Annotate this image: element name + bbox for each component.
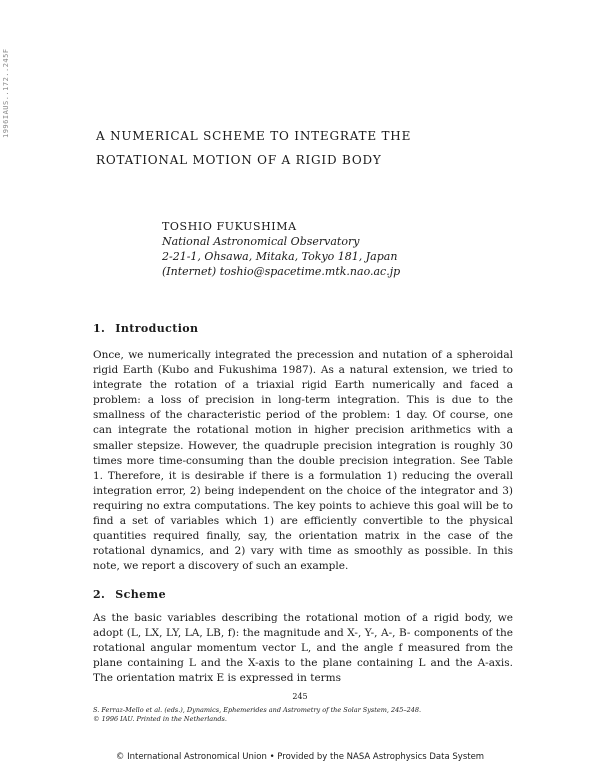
title-line-1: A NUMERICAL SCHEME TO INTEGRATE THE bbox=[96, 129, 412, 143]
section-number: 2. bbox=[93, 588, 106, 601]
section-heading-introduction bbox=[93, 322, 198, 335]
section-number: 1. bbox=[93, 322, 106, 335]
author-email: (Internet) toshio@spacetime.mtk.nao.ac.jp bbox=[162, 265, 401, 278]
bibcode-margin-label: 1996IAUS..172..245F bbox=[2, 48, 10, 138]
publication-footnote bbox=[93, 706, 513, 724]
author-block bbox=[162, 219, 522, 279]
introduction-paragraph: Once, we numerically integrated the precession and nutation of a spheroidal rigid Earth (Kubo and Fukushima 1987). As a natural extension, we tried to integrate the rotation of a triaxial rigid Earth numerically and faced a problem: a loss of precision in long-term integration. This is due to the smallness of the characteristic period of the problem: 1 day. Of course, one can integrate the rotational motion in higher precision arithmetics with a smaller stepsize. However, the quadruple precision integration is roughly 30 times more time-consuming than the double precision integration. See Table 1. Therefore, it is desirable if there is a formulation 1) reducing the overall integration error, 2) being independent on the choice of the integrator and 3) requiring no extra computations. The key points to achieve this goal will be to find a set of variables which 1) are efficiently convertible to the physical quantities required finally, say, the orientation matrix in the case of the rotational dynamics, and 2) vary with time as smoothly as possible. In this note, we report a discovery of such an example. bbox=[93, 349, 513, 573]
paper-title bbox=[96, 124, 516, 172]
title-line-2: ROTATIONAL MOTION OF A RIGID BODY bbox=[96, 153, 382, 167]
section-title: Scheme bbox=[115, 588, 166, 601]
author-name: TOSHIO FUKUSHIMA bbox=[162, 220, 297, 233]
section-title: Introduction bbox=[115, 322, 199, 335]
footnote-copyright: © 1996 IAU. Printed in the Netherlands. bbox=[93, 715, 227, 723]
ads-provider-footer: © International Astronomical Union • Provided by the NASA Astrophysics Data System bbox=[115, 752, 485, 762]
scheme-paragraph: As the basic variables describing the rotational motion of a rigid body, we adopt (L, LX, LY, LA, LB, f): the magnitude and X-, Y-, A-, B- components of the rotational angular momentum vector L, and the angle f measured from the plane containing L and the X-axis to the plane containing L and the A-axis. The orientation matrix E is expressed in terms bbox=[93, 612, 513, 685]
footnote-citation: S. Ferraz-Mello et al. (eds.), Dynamics, Ephemerides and Astrometry of the Solar System, 245–248. bbox=[93, 706, 422, 714]
section-heading-scheme bbox=[93, 588, 166, 601]
author-affiliation: National Astronomical Observatory bbox=[162, 235, 360, 248]
author-address: 2-21-1, Ohsawa, Mitaka, Tokyo 181, Japan bbox=[162, 250, 398, 263]
page-number: 245 bbox=[292, 692, 308, 701]
